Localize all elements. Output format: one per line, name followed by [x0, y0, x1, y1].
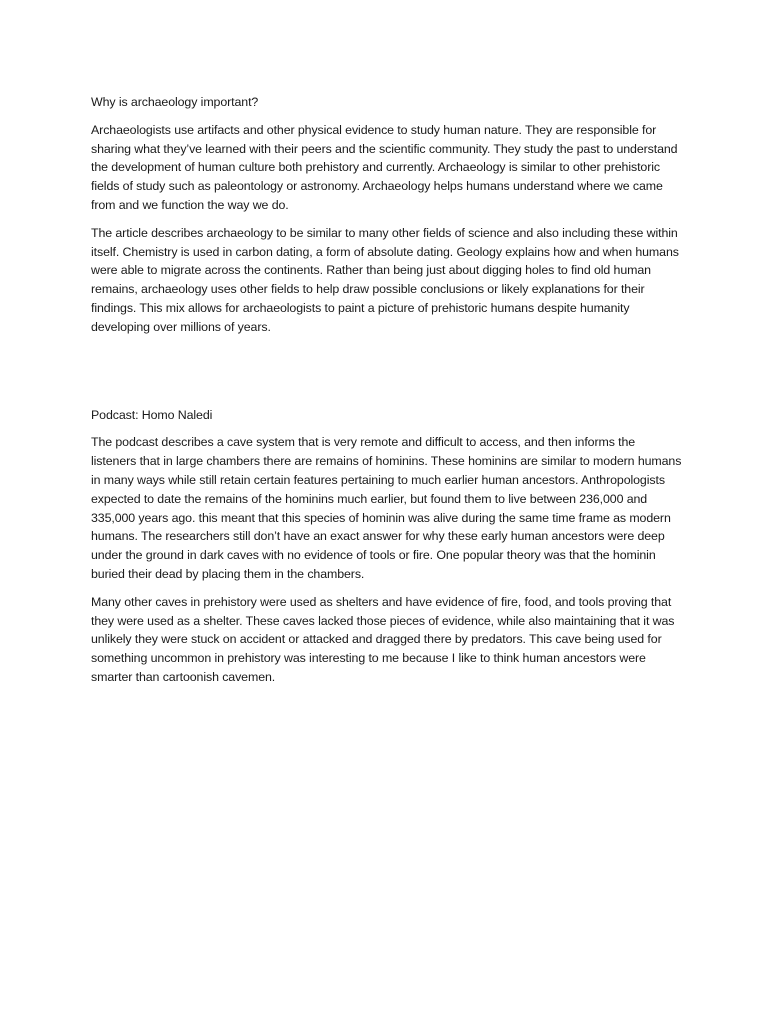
paragraph: Many other caves in prehistory were used as shelters and have evidence of fire, food, and tools proving that they were used as a shelter. These caves lacked those pieces of evidence, while also maintaining that it was unlikely they were stuck on accident or attacked and dragged there by predators. This cave being used for something uncommon in prehistory was interesting to me because I like to think human ancestors were smarter than cartoonish cavemen. — [91, 594, 675, 684]
section-spacer — [91, 346, 683, 406]
section-heading-podcast: Podcast: Homo Naledi — [91, 407, 213, 422]
section-archaeology — [91, 93, 683, 337]
paragraph: Archaeologists use artifacts and other physical evidence to study human nature. They are responsible for sharing what they’ve learned with their peers and the scientific community. They study the past to understand the development of human culture both prehistory and currently. Archaeology is similar to other prehistoric fields of study such as paleontology or astronomy. Archaeology helps humans understand where we came from and we function the way we do. — [91, 122, 678, 212]
section-podcast — [91, 406, 683, 687]
paragraph: The podcast describes a cave system that is very remote and difficult to access, and then informs the listeners that in large chambers there are remains of hominins. These hominins are similar to modern humans in many ways while still retain certain features pertaining to much earlier human ancestors. Anthropologists expected to date the remains of the hominins much earlier, but found them to live between 236,000 and 335,000 years ago. this meant that this species of hominin was alive during the same time frame as modern humans. The researchers still don’t have an exact answer for why these early human ancestors were deep under the ground in dark caves with no evidence of tools or fire. One popular theory was that the hominin buried their dead by placing them in the chambers. — [91, 435, 682, 581]
section-heading-archaeology: Why is archaeology important? — [91, 95, 259, 109]
document-body — [91, 93, 683, 696]
paragraph: The article describes archaeology to be similar to many other fields of science and also including these within itself. Chemistry is used in carbon dating, a form of absolute dating. Geology explains how and when humans were able to migrate across the continents. Rather than being just about digging holes to find old human remains, archaeology uses other fields to help draw possible conclusions or likely explanations for their findings. This mix allows for archaeologists to paint a picture of prehistoric humans despite humanity developing over millions of years. — [91, 225, 679, 334]
